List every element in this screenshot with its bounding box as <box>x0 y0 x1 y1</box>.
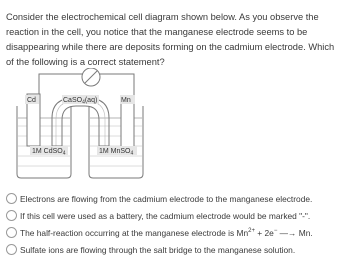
salt-bridge-label <box>62 95 99 106</box>
voltmeter-icon <box>82 68 100 86</box>
answer-options <box>6 190 350 258</box>
radio-button[interactable] <box>6 244 17 255</box>
electrochemical-cell-diagram <box>0 68 350 180</box>
right-solution-label <box>97 146 137 157</box>
left-beaker <box>17 106 71 178</box>
answer-option-2[interactable] <box>6 207 350 224</box>
radio-button[interactable] <box>6 210 17 221</box>
answer-option-3[interactable] <box>6 224 350 241</box>
answer-option-text: Electrons are flowing from the cadmium electrode to the manganese electrode. <box>20 193 313 204</box>
answer-option-text: Sulfate ions are flowing through the salt bridge to the manganese solution. <box>20 244 296 255</box>
answer-option-4[interactable] <box>6 241 350 258</box>
svg-text:1M CdSO4: 1M CdSO$_4$ <box>32 148 66 157</box>
right-beaker <box>89 106 143 178</box>
question-text: Consider the electrochemical cell diagram shown below. As you observe the reaction in the cell, you notice that the manganese electrode seems to be disappearing while there are deposits forming on the cadmium electrode. Which of the following is a correct statement? <box>6 12 335 67</box>
svg-text:Mn: Mn <box>121 97 131 104</box>
svg-text:1M MnSO4: 1M MnSO$_4$ <box>99 148 134 157</box>
radio-button[interactable] <box>6 227 17 238</box>
reaction-arrow: —→ <box>277 227 299 238</box>
cadmium-label <box>25 95 39 104</box>
answer-option-1[interactable] <box>6 190 350 207</box>
svg-text:CaSO4(aq): CaSO$_4$(aq) <box>63 97 98 106</box>
radio-button[interactable] <box>6 193 17 204</box>
manganese-label <box>120 95 135 104</box>
salt-bridge <box>52 98 109 146</box>
answer-option-text: The half-reaction occurring at the manganese electrode is $Mn^{2+} + 2e^-$ —→ Mn. <box>20 227 313 238</box>
answer-option-text: If this cell were used as a battery, the cadmium electrode would be marked "-". <box>20 210 311 221</box>
left-solution-label <box>30 146 68 157</box>
svg-text:Cd: Cd <box>27 97 36 104</box>
